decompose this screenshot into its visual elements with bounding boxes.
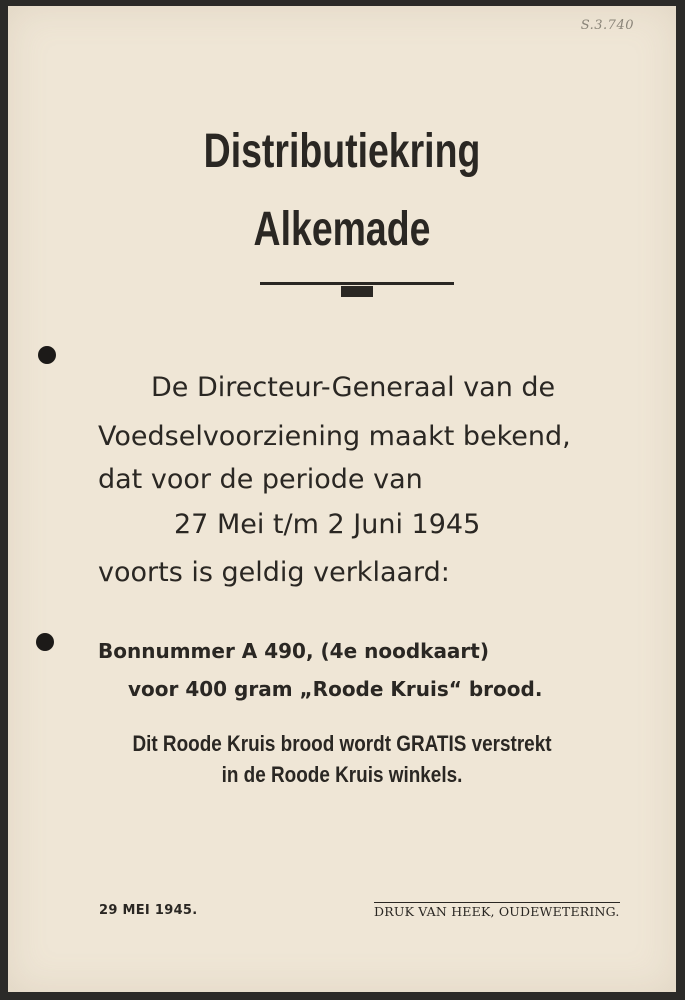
archive-number: S.3.740 (580, 18, 634, 33)
free-bread-note-line-2: in de Roode Kruis winkels. (221, 762, 463, 787)
poster-sheet (8, 6, 676, 992)
coupon-number: Bonnummer A 490, (4e noodkaart) (98, 639, 489, 663)
announcement-period: 27 Mei t/m 2 Juni 1945 (174, 509, 481, 540)
coupon-ration: voor 400 gram „Roode Kruis“ brood. (128, 677, 543, 701)
ornamental-divider (260, 282, 454, 285)
announcement-line-2: Voedselvoorziening maakt bekend, (98, 421, 571, 452)
announcement-line-3: dat voor de periode van (98, 464, 423, 495)
issue-date: 29 MEI 1945. (99, 903, 198, 918)
free-bread-note-line-1: Dit Roode Kruis brood wordt GRATIS verstrekt (132, 731, 552, 756)
announcement-line-1: De Directeur-Generaal van de (151, 372, 556, 403)
divider-center-block (341, 286, 373, 297)
title-line-2: Alkemade (253, 203, 431, 256)
announcement-line-5: voorts is geldig verklaard: (98, 557, 450, 588)
punch-hole-top (38, 346, 56, 364)
printer-credit: DRUK VAN HEEK, OUDEWETERING. (374, 904, 620, 919)
title-line-1: Distributiekring (203, 125, 481, 178)
punch-hole-bottom (36, 633, 54, 651)
